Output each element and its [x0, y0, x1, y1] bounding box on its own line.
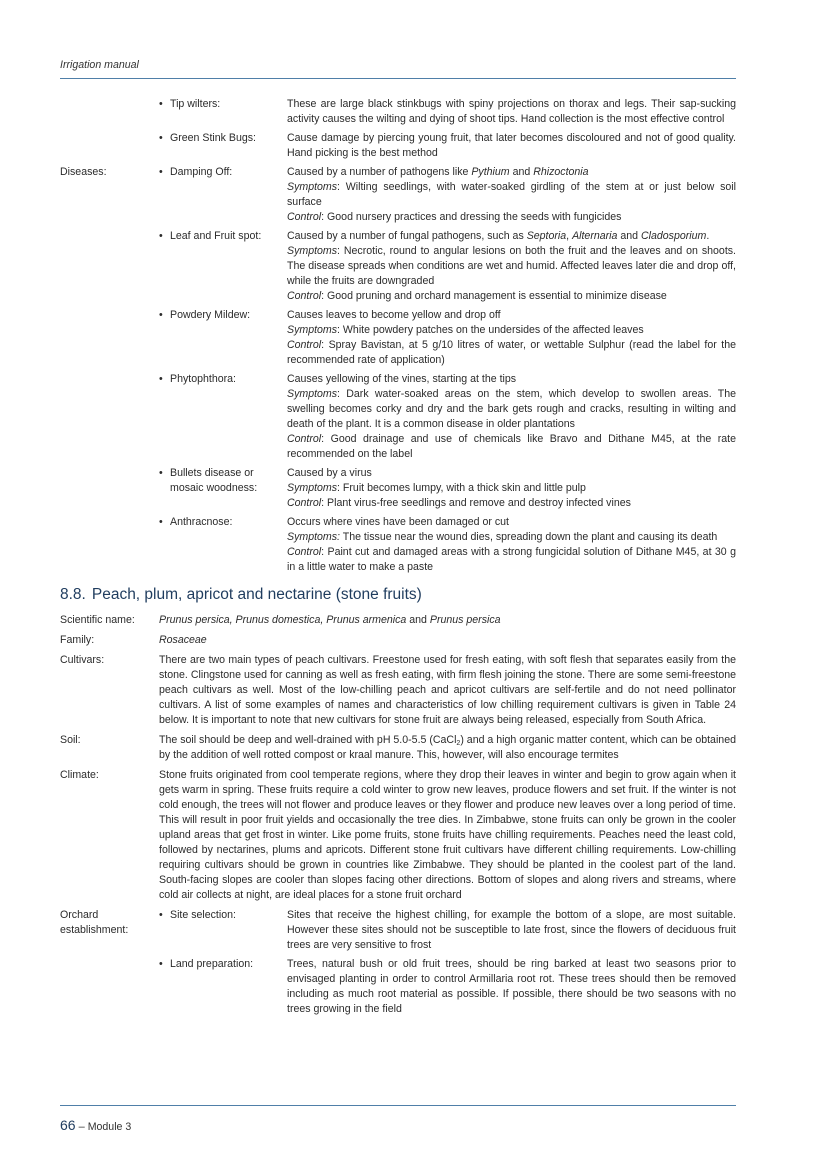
control-text: Control: Good pruning and orchard management is essential to minimize disease — [287, 290, 667, 302]
item-description: Trees, natural bush or old fruit trees, should be ring barked at least two seasons prior to envisaged planting in order to control Armillaria root rot. These trees should then be removed including as much root material as possible. If possible, there should be two seasons with no trees growing in the field — [287, 958, 736, 1015]
footer-separator: – — [78, 1121, 85, 1133]
bullet: • — [159, 132, 163, 144]
section-heading — [60, 585, 736, 605]
field-label: Scientific name: — [60, 614, 135, 626]
bullet: • — [159, 467, 163, 479]
header-rule — [60, 78, 736, 79]
list-item-land-preparation — [60, 957, 736, 1017]
cause-text: Occurs where vines have been damaged or cut — [287, 516, 510, 528]
symptoms-text: Symptoms: White powdery patches on the undersides of the affected leaves — [287, 324, 644, 336]
bullet: • — [159, 516, 163, 528]
list-item-phytophthora — [60, 372, 736, 462]
control-text: Control: Spray Bavistan, at 5 g/10 litres of water, or wettable Sulphur (read the label for the recommended rate of application) — [287, 339, 736, 366]
item-name: Green Stink Bugs: — [170, 132, 256, 144]
bullet: • — [159, 909, 163, 921]
page-content — [60, 97, 736, 1021]
field-label: Cultivars: — [60, 654, 105, 666]
item-name: Damping Off: — [170, 166, 233, 178]
cause-text: Caused by a number of fungal pathogens, such as Septoria, Alternaria and Cladosporium. — [287, 230, 710, 242]
list-item-anthracnose — [60, 515, 736, 575]
item-description — [287, 165, 736, 225]
symptoms-text: Symptoms: Wilting seedlings, with water-soaked girdling of the stem at or just below soil surface — [287, 181, 736, 208]
list-item-site-selection — [60, 908, 736, 953]
symptoms-text: Symptoms: Necrotic, round to angular lesions on both the fruit and the leaves and on shoots. The disease spreads when conditions are wet and humid. Affected leaves later die and drop off, while the fruits are downgraded — [287, 245, 736, 287]
bullet: • — [159, 309, 163, 321]
field-value: There are two main types of peach cultivars. Freestone used for fresh eating, with soft flesh that separates easily from the stone. Clingstone used for canning as well as fresh eating, with firm flesh joining the stone. There are some semi-freestone peach cultivars as well. Most of the low-chilling peach and apricot cultivars are self-fertile and do not need pollinator cultivars. A list of some examples of names and characteristics of low chilling requirement cultivars is given in Table 24 below. It is important to note that new cultivars for stone fruit are always being released, especially from South Africa. — [159, 654, 736, 726]
cause-text: Causes leaves to become yellow and drop off — [287, 309, 501, 321]
item-description: These are large black stinkbugs with spiny projections on thorax and legs. Their sap-sucking activity causes the wilting and dying of shoot tips. Hand collection is the most effective control — [287, 98, 736, 125]
list-item-leaf-fruit-spot — [60, 229, 736, 304]
field-label: Family: — [60, 634, 95, 646]
field-soil — [60, 733, 736, 763]
footer-module: Module 3 — [87, 1121, 132, 1133]
item-name: Powdery Mildew: — [170, 309, 251, 321]
field-value: The soil should be deep and well-drained with pH 5.0-5.5 (CaCl$_2$) and a high organic matter content, which can be obtained by the addition of well rotted compost or kraal manure. This, however, will also encourage termites — [159, 734, 736, 761]
item-description: Sites that receive the highest chilling, for example the bottom of a slope, are most suitable. However these sites should not be susceptible to late frost, since the flowers of deciduous fruit trees are very sensitive to frost — [287, 909, 736, 951]
field-scientific-name — [60, 613, 736, 628]
item-name: Bullets disease or mosaic woodness: — [170, 467, 258, 494]
item-description: Cause damage by piercing young fruit, that later becomes discoloured and not of good quality. Hand picking is the best method — [287, 132, 736, 159]
bullet: • — [159, 230, 163, 242]
list-item-tip-wilters — [60, 97, 736, 127]
item-description — [287, 466, 736, 511]
bullet: • — [159, 166, 163, 178]
item-description — [287, 308, 736, 368]
category-label-diseases: Diseases: — [60, 166, 107, 178]
item-name: Anthracnose: — [170, 516, 233, 528]
item-name: Land preparation: — [170, 958, 254, 970]
item-name: Phytophthora: — [170, 373, 236, 385]
bullet: • — [159, 958, 163, 970]
list-item-green-stink-bugs — [60, 131, 736, 161]
field-label: Climate: — [60, 769, 99, 781]
cause-text: Caused by a virus — [287, 467, 372, 479]
field-value: Stone fruits originated from cool temperate regions, where they drop their leaves in winter and begin to grow again when it gets warm in spring. These fruits require a cold winter to grow new leaves, produce flowers and set fruit. If the winter is not cold enough, the trees will not flower and produce leaves or they flower and produce new leaves over a long period of time. This will result in poor fruit yields and occasionally the tree dies. In Zimbabwe, stone fruits can only be grown in the cooler upland areas that get frost in winter. Like pome fruits, stone fruits have chilling requirements. Peaches need the least cold, followed by nectarines, plums and apricots. Different stone fruit cultivars have different chilling requirements. Low-chilling requiring cultivars should be grown in countries like Zimbabwe. They should be planted in the coolest part of the land. South-facing slopes are cooler than slopes facing other directions. Bottom of slopes and along rivers and streams, where cold air collects at night, are ideal places for a stone fruit orchard — [159, 769, 736, 901]
control-text: Control: Good nursery practices and dressing the seeds with fungicides — [287, 211, 622, 223]
field-value: Rosaceae — [159, 634, 207, 646]
symptoms-text: Symptoms: The tissue near the wound dies, spreading down the plant and causing its death — [287, 531, 718, 543]
page-footer — [60, 1118, 131, 1135]
section-title: Peach, plum, apricot and nectarine (stone fruits) — [91, 586, 422, 603]
category-label-orchard-establishment: Orchard establishment: — [60, 909, 129, 936]
list-item-bullets-disease — [60, 466, 736, 511]
section-number: 8.8. — [60, 586, 86, 603]
running-header: Irrigation manual — [60, 59, 139, 71]
cause-text: Causes yellowing of the vines, starting at the tips — [287, 373, 517, 385]
control-text: Control: Good drainage and use of chemicals like Bravo and Dithane M45, at the rate recommended on the label — [287, 433, 736, 460]
item-name: Site selection: — [170, 909, 236, 921]
item-description — [287, 515, 736, 575]
item-name: Tip wilters: — [170, 98, 221, 110]
field-label: Soil: — [60, 734, 81, 746]
bullet: • — [159, 98, 163, 110]
field-family — [60, 633, 736, 648]
footer-rule — [60, 1105, 736, 1106]
symptoms-text: Symptoms: Fruit becomes lumpy, with a thick skin and little pulp — [287, 482, 586, 494]
page-number: 66 — [60, 1117, 76, 1133]
cause-text: Caused by a number of pathogens like Pythium and Rhizoctonia — [287, 166, 589, 178]
control-text: Control: Plant virus-free seedlings and remove and destroy infected vines — [287, 497, 631, 509]
item-description — [287, 372, 736, 462]
list-item-powdery-mildew — [60, 308, 736, 368]
control-text: Control: Paint cut and damaged areas with a strong fungicidal solution of Dithane M45, at 30 g in a little water to make a paste — [287, 546, 736, 573]
field-cultivars — [60, 653, 736, 728]
field-value: Prunus persica, Prunus domestica, Prunus armenica and Prunus persica — [159, 614, 501, 626]
list-item-damping-off — [60, 165, 736, 225]
bullet: • — [159, 373, 163, 385]
field-climate — [60, 768, 736, 903]
item-name: Leaf and Fruit spot: — [170, 230, 262, 242]
symptoms-text: Symptoms: Dark water-soaked areas on the stem, which develop to swollen areas. The swelling becomes corky and dry and the bark gets rough and cracks, resulting in wilting and death of the plant. It is a common disease in older plantations — [287, 388, 736, 430]
item-description — [287, 229, 736, 304]
